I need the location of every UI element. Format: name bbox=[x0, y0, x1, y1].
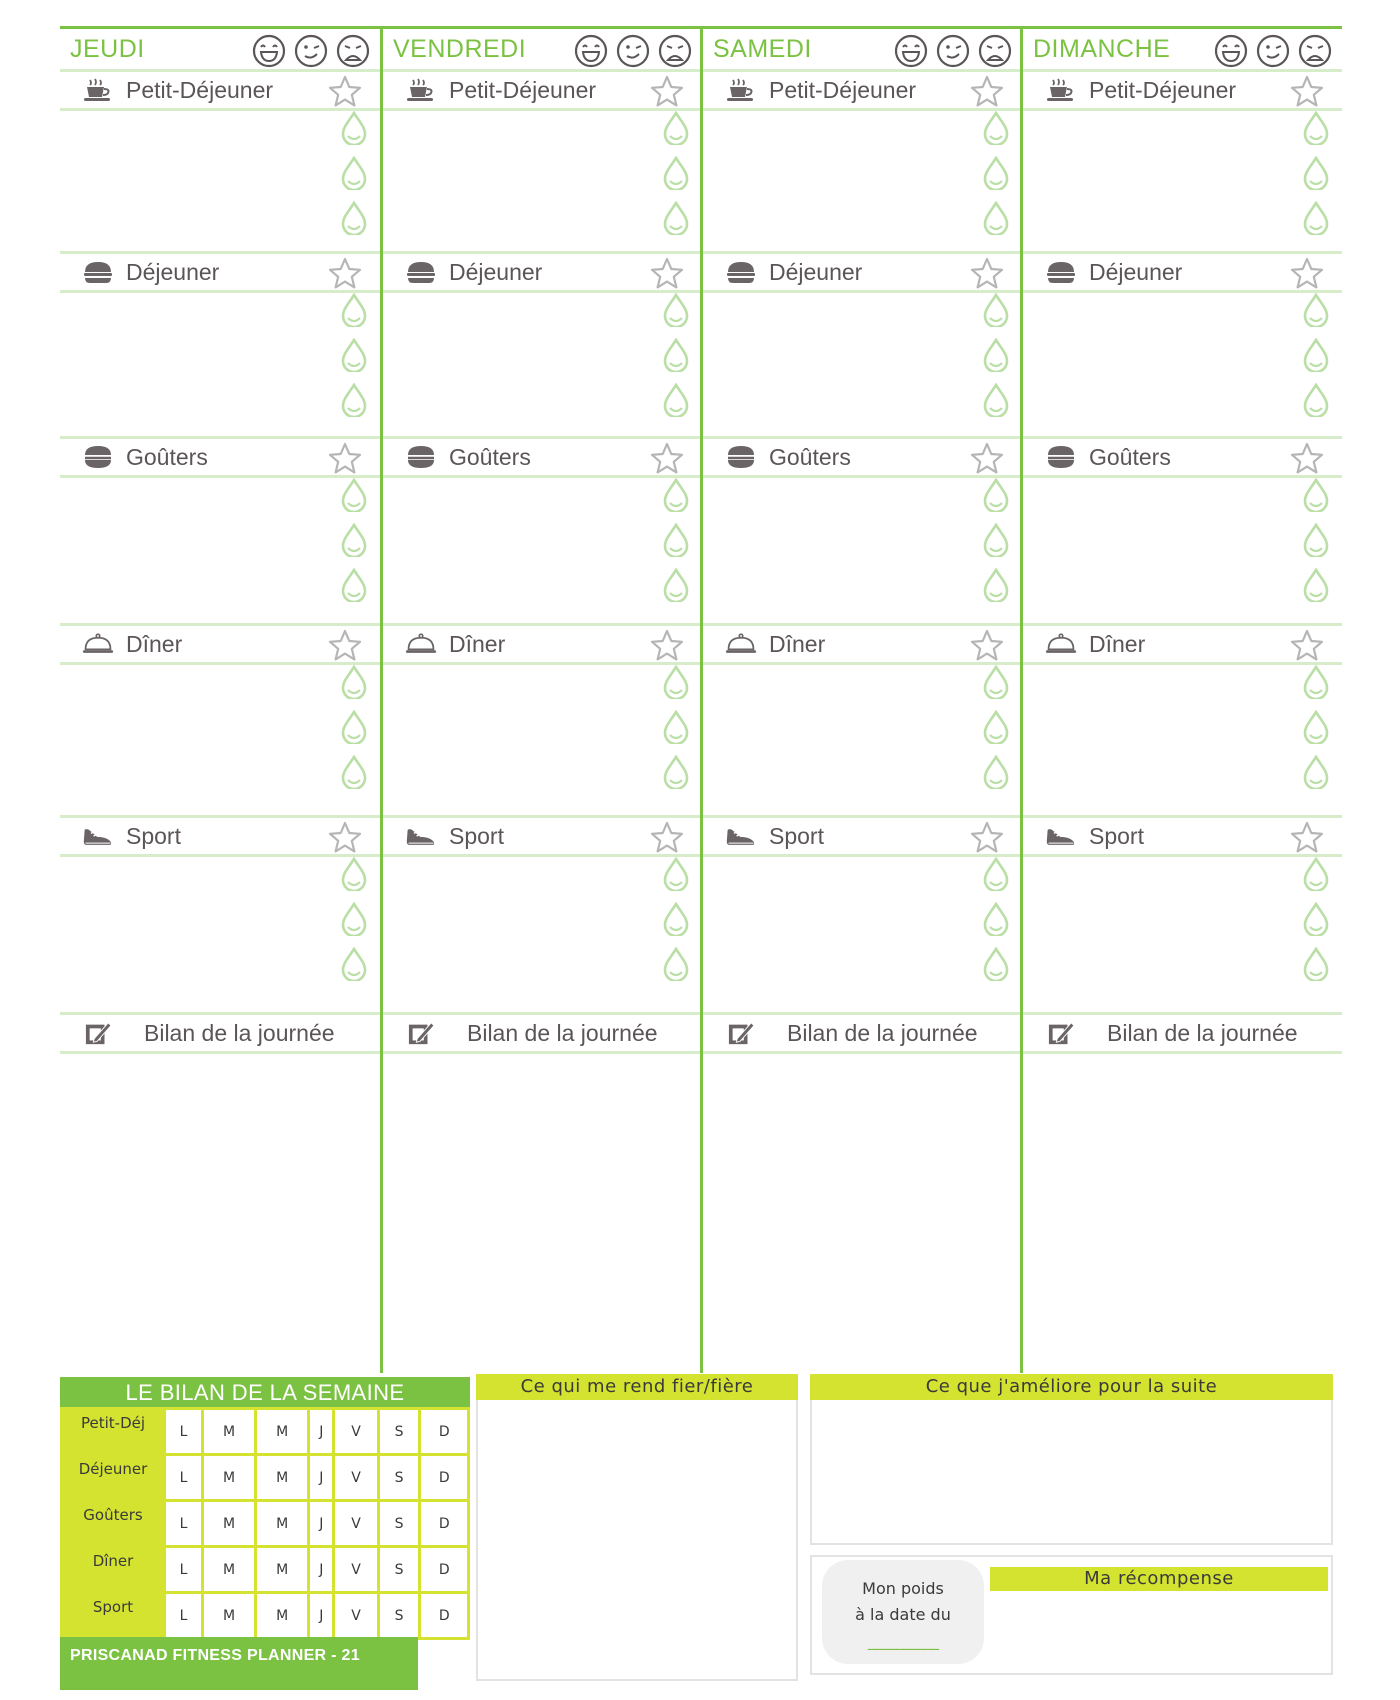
day-summary-header bbox=[383, 1012, 702, 1054]
section-label: Petit-Déjeuner bbox=[126, 76, 274, 103]
day-check-cell[interactable]: D bbox=[420, 1593, 469, 1639]
day-summary-header bbox=[1023, 1012, 1342, 1054]
day-check-cell[interactable]: D bbox=[420, 1501, 469, 1547]
day-check-cell[interactable]: D bbox=[420, 1455, 469, 1501]
day-check-cell[interactable]: J bbox=[309, 1455, 334, 1501]
winking-face-icon[interactable] bbox=[1256, 34, 1290, 68]
day-summary-label: Bilan de la journée bbox=[1107, 1019, 1298, 1046]
burger-icon bbox=[1045, 259, 1077, 285]
water-drop-icon[interactable] bbox=[662, 111, 690, 145]
day-check-cell[interactable]: J bbox=[309, 1593, 334, 1639]
macaron-icon bbox=[405, 444, 437, 470]
section-label: Sport bbox=[449, 822, 504, 849]
laughing-face-icon[interactable] bbox=[574, 34, 608, 68]
water-drop-icon[interactable] bbox=[1302, 523, 1330, 557]
star-icon[interactable] bbox=[1290, 257, 1324, 291]
week-summary-row-label: Dîner bbox=[62, 1547, 165, 1593]
day-check-cell[interactable]: M bbox=[203, 1547, 256, 1593]
coffee-cup-icon bbox=[725, 77, 757, 103]
day-summary-label: Bilan de la journée bbox=[467, 1019, 658, 1046]
section-header bbox=[1023, 623, 1342, 665]
reward-title: Ma récompense bbox=[990, 1567, 1328, 1591]
laughing-face-icon[interactable] bbox=[252, 34, 286, 68]
section-header bbox=[60, 623, 380, 665]
water-tracker bbox=[982, 857, 1010, 981]
winking-face-icon[interactable] bbox=[616, 34, 650, 68]
water-drop-icon[interactable] bbox=[1302, 293, 1330, 327]
week-summary-row bbox=[62, 1501, 469, 1547]
section-header bbox=[60, 815, 380, 857]
water-drop-icon[interactable] bbox=[982, 383, 1010, 417]
day-check-cell[interactable]: L bbox=[165, 1501, 203, 1547]
water-drop-icon[interactable] bbox=[1302, 568, 1330, 602]
day-check-cell[interactable]: L bbox=[165, 1593, 203, 1639]
water-drop-icon[interactable] bbox=[982, 478, 1010, 512]
day-check-cell[interactable]: S bbox=[378, 1547, 420, 1593]
star-icon[interactable] bbox=[970, 442, 1004, 476]
water-drop-icon[interactable] bbox=[1302, 478, 1330, 512]
mood-selector bbox=[1214, 34, 1332, 68]
water-drop-icon[interactable] bbox=[982, 857, 1010, 891]
water-drop-icon[interactable] bbox=[982, 338, 1010, 372]
section-notes-area[interactable] bbox=[703, 293, 972, 436]
sad-face-icon[interactable] bbox=[336, 34, 370, 68]
day-check-cell[interactable]: S bbox=[378, 1501, 420, 1547]
coffee-cup-icon bbox=[1045, 77, 1077, 103]
sneaker-icon bbox=[405, 823, 437, 849]
star-icon[interactable] bbox=[970, 257, 1004, 291]
day-summary-label: Bilan de la journée bbox=[787, 1019, 978, 1046]
water-drop-icon[interactable] bbox=[1302, 902, 1330, 936]
day-header bbox=[703, 29, 1022, 69]
day-name: DIMANCHE bbox=[1033, 34, 1171, 63]
footer-label: PRISCANAD FITNESS PLANNER - 21 bbox=[60, 1637, 418, 1690]
section-header bbox=[1023, 436, 1342, 478]
sad-face-icon[interactable] bbox=[658, 34, 692, 68]
notepad-pencil-icon bbox=[1045, 1020, 1077, 1046]
water-drop-icon[interactable] bbox=[662, 902, 690, 936]
coffee-cup-icon bbox=[82, 77, 114, 103]
reward-area[interactable] bbox=[990, 1595, 1328, 1665]
weight-date-blank: __________ bbox=[868, 1631, 938, 1650]
water-drop-icon[interactable] bbox=[982, 156, 1010, 190]
water-drop-icon[interactable] bbox=[662, 383, 690, 417]
water-drop-icon[interactable] bbox=[662, 201, 690, 235]
section-label: Goûters bbox=[1089, 443, 1171, 470]
water-tracker bbox=[1302, 293, 1330, 417]
section-header bbox=[60, 69, 380, 111]
star-icon[interactable] bbox=[650, 629, 684, 663]
water-drop-icon[interactable] bbox=[340, 902, 368, 936]
day-summary-area[interactable] bbox=[383, 1054, 702, 1373]
day-check-cell[interactable]: M bbox=[256, 1455, 309, 1501]
water-drop-icon[interactable] bbox=[662, 857, 690, 891]
star-icon[interactable] bbox=[328, 442, 362, 476]
proud-box[interactable] bbox=[476, 1377, 798, 1681]
sad-face-icon[interactable] bbox=[978, 34, 1012, 68]
day-check-cell[interactable]: J bbox=[309, 1547, 334, 1593]
water-drop-icon[interactable] bbox=[1302, 755, 1330, 789]
notepad-pencil-icon bbox=[82, 1020, 114, 1046]
water-drop-icon[interactable] bbox=[340, 478, 368, 512]
section-notes-area[interactable] bbox=[383, 293, 652, 436]
water-drop-icon[interactable] bbox=[662, 293, 690, 327]
water-tracker bbox=[1302, 857, 1330, 981]
section-header bbox=[60, 436, 380, 478]
day-check-cell[interactable]: M bbox=[203, 1409, 256, 1455]
day-check-cell[interactable]: M bbox=[203, 1501, 256, 1547]
water-drop-icon[interactable] bbox=[340, 710, 368, 744]
section-notes-area[interactable] bbox=[1023, 665, 1292, 815]
section-notes-area[interactable] bbox=[383, 478, 652, 623]
water-tracker bbox=[982, 478, 1010, 602]
day-column bbox=[700, 29, 1022, 1373]
cloche-icon bbox=[405, 631, 437, 657]
section-notes-area[interactable] bbox=[703, 857, 972, 1012]
section-notes-area[interactable] bbox=[1023, 111, 1292, 251]
burger-icon bbox=[82, 259, 114, 285]
day-column bbox=[1020, 29, 1342, 1373]
week-summary-table bbox=[60, 1407, 470, 1640]
water-drop-icon[interactable] bbox=[340, 665, 368, 699]
star-icon[interactable] bbox=[650, 257, 684, 291]
water-drop-icon[interactable] bbox=[982, 665, 1010, 699]
water-drop-icon[interactable] bbox=[662, 755, 690, 789]
day-check-cell[interactable]: V bbox=[334, 1593, 378, 1639]
section-notes-area[interactable] bbox=[383, 111, 652, 251]
water-drop-icon[interactable] bbox=[662, 665, 690, 699]
water-tracker bbox=[1302, 665, 1330, 789]
section-header bbox=[383, 815, 702, 857]
water-tracker bbox=[1302, 478, 1330, 602]
water-drop-icon[interactable] bbox=[1302, 383, 1330, 417]
day-check-cell[interactable]: L bbox=[165, 1547, 203, 1593]
water-drop-icon[interactable] bbox=[662, 156, 690, 190]
day-header bbox=[60, 29, 380, 69]
section-notes-area[interactable] bbox=[60, 293, 330, 436]
day-check-cell[interactable]: M bbox=[256, 1593, 309, 1639]
section-notes-area[interactable] bbox=[703, 665, 972, 815]
day-summary-area[interactable] bbox=[1023, 1054, 1342, 1373]
section-label: Sport bbox=[126, 822, 181, 849]
day-name: JEUDI bbox=[70, 34, 145, 63]
water-drop-icon[interactable] bbox=[340, 293, 368, 327]
water-drop-icon[interactable] bbox=[340, 857, 368, 891]
section-label: Dîner bbox=[449, 630, 506, 657]
water-drop-icon[interactable] bbox=[982, 523, 1010, 557]
section-label: Dîner bbox=[769, 630, 826, 657]
day-check-cell[interactable]: M bbox=[203, 1593, 256, 1639]
week-summary-row-label: Goûters bbox=[62, 1501, 165, 1547]
week-summary-row bbox=[62, 1593, 469, 1639]
week-summary-row bbox=[62, 1547, 469, 1593]
water-tracker bbox=[982, 665, 1010, 789]
weight-field[interactable] bbox=[822, 1560, 984, 1664]
water-drop-icon[interactable] bbox=[982, 111, 1010, 145]
day-column bbox=[60, 29, 380, 1373]
section-header bbox=[383, 69, 702, 111]
star-icon[interactable] bbox=[1290, 75, 1324, 109]
water-drop-icon[interactable] bbox=[662, 523, 690, 557]
burger-icon bbox=[725, 259, 757, 285]
improve-box[interactable] bbox=[810, 1377, 1333, 1545]
section-label: Petit-Déjeuner bbox=[769, 76, 917, 103]
section-header bbox=[1023, 251, 1342, 293]
star-icon[interactable] bbox=[1290, 629, 1324, 663]
water-drop-icon[interactable] bbox=[982, 902, 1010, 936]
notepad-pencil-icon bbox=[725, 1020, 757, 1046]
water-tracker bbox=[662, 111, 690, 235]
winking-face-icon[interactable] bbox=[936, 34, 970, 68]
water-drop-icon[interactable] bbox=[1302, 857, 1330, 891]
water-drop-icon[interactable] bbox=[982, 201, 1010, 235]
water-drop-icon[interactable] bbox=[982, 947, 1010, 981]
water-drop-icon[interactable] bbox=[662, 710, 690, 744]
sneaker-icon bbox=[725, 823, 757, 849]
day-check-cell[interactable]: M bbox=[256, 1547, 309, 1593]
day-name: SAMEDI bbox=[713, 34, 812, 63]
day-summary-area[interactable] bbox=[703, 1054, 1022, 1373]
section-label: Dîner bbox=[1089, 630, 1146, 657]
water-drop-icon[interactable] bbox=[340, 755, 368, 789]
proud-box-title: Ce qui me rend fier/fière bbox=[476, 1374, 798, 1400]
water-drop-icon[interactable] bbox=[982, 293, 1010, 327]
section-notes-area[interactable] bbox=[1023, 857, 1292, 1012]
water-tracker bbox=[982, 111, 1010, 235]
star-icon[interactable] bbox=[970, 75, 1004, 109]
week-summary-row bbox=[62, 1409, 469, 1455]
weekly-meal-grid bbox=[60, 26, 1342, 1373]
day-check-cell[interactable]: V bbox=[334, 1547, 378, 1593]
water-drop-icon[interactable] bbox=[1302, 201, 1330, 235]
week-summary-row-label: Petit-Déj bbox=[62, 1409, 165, 1455]
mood-selector bbox=[574, 34, 692, 68]
water-tracker bbox=[662, 665, 690, 789]
water-drop-icon[interactable] bbox=[340, 947, 368, 981]
day-check-cell[interactable]: M bbox=[203, 1455, 256, 1501]
star-icon[interactable] bbox=[328, 257, 362, 291]
star-icon[interactable] bbox=[1290, 821, 1324, 855]
laughing-face-icon[interactable] bbox=[1214, 34, 1248, 68]
section-label: Déjeuner bbox=[126, 258, 220, 285]
water-tracker bbox=[340, 111, 368, 235]
week-summary-row-label: Déjeuner bbox=[62, 1455, 165, 1501]
section-label: Goûters bbox=[126, 443, 208, 470]
day-header bbox=[1023, 29, 1342, 69]
section-label: Petit-Déjeuner bbox=[1089, 76, 1237, 103]
day-summary-area[interactable] bbox=[60, 1054, 380, 1373]
day-summary-header bbox=[60, 1012, 380, 1054]
day-check-cell[interactable]: S bbox=[378, 1455, 420, 1501]
section-notes-area[interactable] bbox=[60, 857, 330, 1012]
star-icon[interactable] bbox=[328, 821, 362, 855]
day-check-cell[interactable]: L bbox=[165, 1409, 203, 1455]
water-drop-icon[interactable] bbox=[340, 568, 368, 602]
section-header bbox=[1023, 69, 1342, 111]
water-tracker bbox=[662, 293, 690, 417]
section-label: Déjeuner bbox=[449, 258, 543, 285]
water-drop-icon[interactable] bbox=[340, 201, 368, 235]
section-notes-area[interactable] bbox=[60, 478, 330, 623]
section-notes-area[interactable] bbox=[60, 665, 330, 815]
water-drop-icon[interactable] bbox=[1302, 710, 1330, 744]
day-summary-label: Bilan de la journée bbox=[144, 1019, 335, 1046]
section-label: Déjeuner bbox=[1089, 258, 1183, 285]
section-header bbox=[703, 436, 1022, 478]
water-tracker bbox=[340, 857, 368, 981]
weight-label-line2: à la date du bbox=[855, 1605, 951, 1624]
cloche-icon bbox=[725, 631, 757, 657]
day-check-cell[interactable]: L bbox=[165, 1455, 203, 1501]
water-tracker bbox=[662, 478, 690, 602]
day-check-cell[interactable]: S bbox=[378, 1409, 420, 1455]
week-summary-row-label: Sport bbox=[62, 1593, 165, 1639]
section-header bbox=[383, 251, 702, 293]
water-drop-icon[interactable] bbox=[1302, 111, 1330, 145]
week-summary bbox=[60, 1377, 470, 1640]
day-check-cell[interactable]: D bbox=[420, 1409, 469, 1455]
section-label: Petit-Déjeuner bbox=[449, 76, 597, 103]
section-header bbox=[60, 251, 380, 293]
water-drop-icon[interactable] bbox=[1302, 156, 1330, 190]
section-label: Goûters bbox=[769, 443, 851, 470]
star-icon[interactable] bbox=[650, 821, 684, 855]
mood-selector bbox=[894, 34, 1012, 68]
weight-label-line1: Mon poids bbox=[862, 1579, 944, 1598]
section-header bbox=[1023, 815, 1342, 857]
cloche-icon bbox=[82, 631, 114, 657]
water-drop-icon[interactable] bbox=[340, 523, 368, 557]
section-label: Sport bbox=[769, 822, 824, 849]
star-icon[interactable] bbox=[1290, 442, 1324, 476]
week-summary-title: LE BILAN DE LA SEMAINE bbox=[60, 1377, 470, 1407]
section-header bbox=[383, 623, 702, 665]
day-check-cell[interactable]: J bbox=[309, 1501, 334, 1547]
water-drop-icon[interactable] bbox=[340, 338, 368, 372]
section-label: Dîner bbox=[126, 630, 183, 657]
section-notes-area[interactable] bbox=[383, 857, 652, 1012]
section-notes-area[interactable] bbox=[703, 478, 972, 623]
star-icon[interactable] bbox=[650, 442, 684, 476]
day-check-cell[interactable]: M bbox=[256, 1501, 309, 1547]
water-tracker bbox=[1302, 111, 1330, 235]
day-header bbox=[383, 29, 702, 69]
day-check-cell[interactable]: V bbox=[334, 1409, 378, 1455]
day-summary-header bbox=[703, 1012, 1022, 1054]
star-icon[interactable] bbox=[328, 629, 362, 663]
section-header bbox=[703, 623, 1022, 665]
star-icon[interactable] bbox=[970, 821, 1004, 855]
water-tracker bbox=[340, 293, 368, 417]
notepad-pencil-icon bbox=[405, 1020, 437, 1046]
day-check-cell[interactable]: V bbox=[334, 1455, 378, 1501]
water-drop-icon[interactable] bbox=[662, 338, 690, 372]
water-tracker bbox=[662, 857, 690, 981]
water-tracker bbox=[982, 293, 1010, 417]
winking-face-icon[interactable] bbox=[294, 34, 328, 68]
day-check-cell[interactable]: M bbox=[256, 1409, 309, 1455]
day-check-cell[interactable]: S bbox=[378, 1593, 420, 1639]
water-drop-icon[interactable] bbox=[982, 710, 1010, 744]
day-name: VENDREDI bbox=[393, 34, 527, 63]
sneaker-icon bbox=[1045, 823, 1077, 849]
section-label: Goûters bbox=[449, 443, 531, 470]
section-notes-area[interactable] bbox=[1023, 478, 1292, 623]
star-icon[interactable] bbox=[970, 629, 1004, 663]
water-drop-icon[interactable] bbox=[662, 947, 690, 981]
day-check-cell[interactable]: D bbox=[420, 1547, 469, 1593]
sneaker-icon bbox=[82, 823, 114, 849]
water-drop-icon[interactable] bbox=[340, 111, 368, 145]
section-header bbox=[703, 815, 1022, 857]
burger-icon bbox=[405, 259, 437, 285]
week-summary-row bbox=[62, 1455, 469, 1501]
laughing-face-icon[interactable] bbox=[894, 34, 928, 68]
section-notes-area[interactable] bbox=[383, 665, 652, 815]
cloche-icon bbox=[1045, 631, 1077, 657]
sad-face-icon[interactable] bbox=[1298, 34, 1332, 68]
water-tracker bbox=[340, 478, 368, 602]
water-drop-icon[interactable] bbox=[1302, 947, 1330, 981]
section-header bbox=[703, 251, 1022, 293]
water-drop-icon[interactable] bbox=[1302, 338, 1330, 372]
section-label: Sport bbox=[1089, 822, 1144, 849]
day-column bbox=[380, 29, 702, 1373]
section-notes-area[interactable] bbox=[1023, 293, 1292, 436]
water-drop-icon[interactable] bbox=[982, 755, 1010, 789]
section-label: Déjeuner bbox=[769, 258, 863, 285]
water-drop-icon[interactable] bbox=[340, 383, 368, 417]
star-icon[interactable] bbox=[328, 75, 362, 109]
mood-selector bbox=[252, 34, 370, 68]
day-check-cell[interactable]: V bbox=[334, 1501, 378, 1547]
water-drop-icon[interactable] bbox=[662, 568, 690, 602]
improve-box-title: Ce que j'améliore pour la suite bbox=[810, 1374, 1333, 1400]
day-check-cell[interactable]: J bbox=[309, 1409, 334, 1455]
star-icon[interactable] bbox=[650, 75, 684, 109]
macaron-icon bbox=[1045, 444, 1077, 470]
water-drop-icon[interactable] bbox=[340, 156, 368, 190]
water-drop-icon[interactable] bbox=[662, 478, 690, 512]
macaron-icon bbox=[82, 444, 114, 470]
section-header bbox=[383, 436, 702, 478]
section-notes-area[interactable] bbox=[703, 111, 972, 251]
section-header bbox=[703, 69, 1022, 111]
water-drop-icon[interactable] bbox=[982, 568, 1010, 602]
water-tracker bbox=[340, 665, 368, 789]
coffee-cup-icon bbox=[405, 77, 437, 103]
water-drop-icon[interactable] bbox=[1302, 665, 1330, 699]
section-notes-area[interactable] bbox=[60, 111, 330, 251]
macaron-icon bbox=[725, 444, 757, 470]
